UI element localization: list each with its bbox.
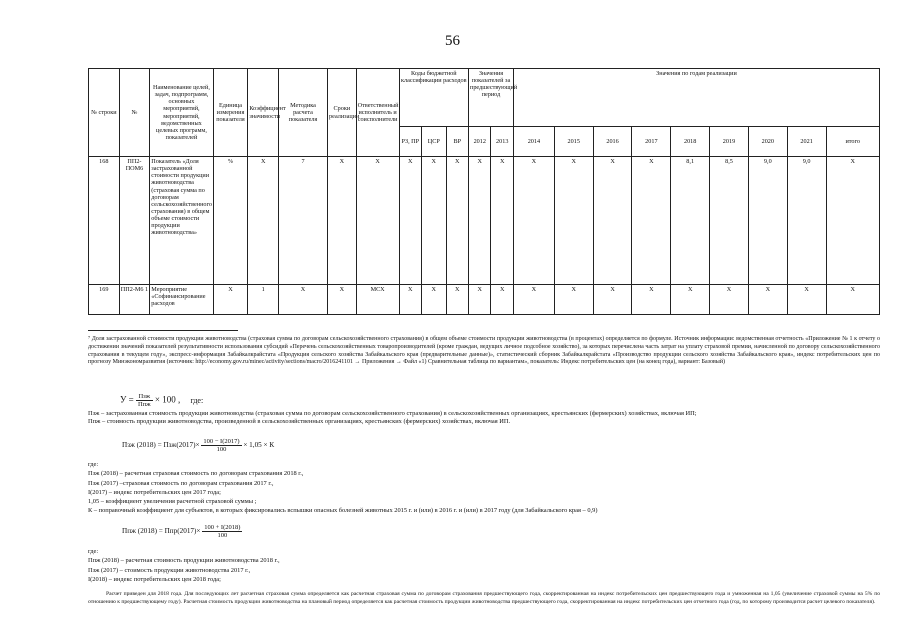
- header-prev: Значения показателей за предшествующий период: [469, 69, 514, 127]
- header-2021: 2021: [787, 127, 826, 157]
- header-2019: 2019: [710, 127, 749, 157]
- cell-2013: Х: [491, 285, 513, 315]
- cell-2019: Х: [710, 285, 749, 315]
- formula-share-denominator: Ппж: [137, 401, 151, 408]
- header-coef: Коэффициент значимости: [248, 69, 279, 157]
- cell-terms: Х: [328, 157, 357, 285]
- cell-2017: Х: [632, 157, 671, 285]
- formula-insured-denominator: 100: [216, 446, 227, 453]
- cell-no: ПП2-М6 1: [119, 285, 150, 315]
- header-2012: 2012: [469, 127, 491, 157]
- header-years: Значения по годам реализации: [513, 69, 879, 127]
- cell-2014: Х: [513, 285, 554, 315]
- cell-resp: Х: [356, 157, 399, 285]
- cell-method: 7: [279, 157, 328, 285]
- definition-line: где:: [88, 548, 99, 555]
- footnote: ⁷ Доля застрахованной стоимости продукции животноводства (страховая сумма по договорам сельскохозяйственного страхования) в общем объеме стоимости продукции животноводства (в процентах) определяется по формуле. Источник информации: ведомственная отчетность «Приложение № 1 к отчету о достижении значений показателей результативности использования субсидий «Перечень сельскохозяйственных товаропроизводителей (кроме граждан, ведущих личное подсобное хозяйство), за которых перечислена часть затрат на уплату страховой премии, начисленной по договору сельскохозяйственного страхования в текущем году», экспресс-информация Забайкалкрайстата «Продукция сельского хозяйства Забайкальского края (предварительные данные)», статистический сборник Забайкалкрайстата «Производство продукции сельского хозяйства Забайкальского края», индекс потребительских цен по прогнозу Минэкономразвития (источник: http://economy.gov.ru/minec/activity/sections/macro/2016241101 → Приложения → Файл «1) Сравнительная таблица по вариантам», показатель: Индекс потребительских цен (на конец года), вариант: Базовый): [88, 336, 880, 366]
- formula-share-where: где:: [190, 395, 204, 405]
- definition-line: I(2017) – индекс потребительских цен 2017 года;: [88, 488, 221, 496]
- page-number: 56: [445, 33, 460, 49]
- program-indicators-table: [88, 68, 880, 315]
- cell-2012: Х: [469, 157, 491, 285]
- definitions-1: [88, 410, 880, 427]
- definitions-3: [88, 547, 880, 584]
- cell-name: Мероприятие «Софинансирование расходов: [150, 285, 213, 315]
- definition-line: где:: [88, 461, 99, 468]
- definition-line: I(2018) – индекс потребительских цен 2018 года;: [88, 575, 221, 583]
- formula-share-rhs: × 100 ,: [154, 394, 181, 405]
- cell-coef: Х: [248, 157, 279, 285]
- formula-production-denominator: 100: [217, 532, 228, 539]
- cell-rz: Х: [399, 285, 421, 315]
- header-vr: ВР: [446, 127, 468, 157]
- cell-2012: Х: [469, 285, 491, 315]
- cell-2021: Х: [787, 285, 826, 315]
- formula-production-lhs: Ппж (2018) = Ппр(2017)×: [122, 527, 201, 536]
- cell-2019: 8,5: [710, 157, 749, 285]
- definition-line: Пзж – застрахованная стоимость продукции животноводства (страховая сумма по договорам сельскохозяйственного страхования) в сельскохозяйственных организациях, крестьянских (фермерских) хозяйствах, включая ИП;: [88, 410, 697, 417]
- header-2020: 2020: [748, 127, 787, 157]
- formula-insured-rhs: × 1,05 × К: [243, 441, 275, 450]
- cell-no: ПП2-ПОМ6: [119, 157, 150, 285]
- cell-unit: %: [213, 157, 248, 285]
- cell-2015: Х: [554, 285, 593, 315]
- cell-method: Х: [279, 285, 328, 315]
- header-csr: ЦСР: [422, 127, 447, 157]
- formula-insured-fraction: [201, 438, 241, 453]
- table-row: [89, 285, 880, 315]
- cell-2016: Х: [593, 157, 632, 285]
- formula-insured-lhs: Пзж (2018) = Пзж(2017)×: [122, 441, 200, 450]
- definition-line: Пзж (2017) – стоимость продукции животноводства 2017 г.,: [88, 566, 251, 574]
- header-method: Методика расчета показателя: [279, 69, 328, 157]
- cell-terms: Х: [328, 285, 357, 315]
- cell-2015: Х: [554, 157, 593, 285]
- header-name: Наименование целей, задач, подпрограмм, основных мероприятий, мероприятий, ведомственных целевых программ, показателей: [150, 69, 213, 157]
- definition-line: 1,05 – коэффициент увеличения расчетной страховой суммы ;: [88, 498, 257, 506]
- cell-total: Х: [826, 285, 879, 315]
- cell-rz: Х: [399, 157, 421, 285]
- formula-production-value: [122, 524, 242, 539]
- cell-row-no: 169: [89, 285, 120, 315]
- formula-share-fraction: [136, 393, 153, 408]
- header-2017: 2017: [632, 127, 671, 157]
- header-2014: 2014: [513, 127, 554, 157]
- formula-insured-numerator: 100 − I(2017): [203, 438, 240, 445]
- header-terms: Сроки реализации: [328, 69, 357, 157]
- cell-vr: Х: [446, 285, 468, 315]
- formula-share-numerator: Пзж: [136, 393, 153, 401]
- header-unit: Единица измерения показателя: [213, 69, 248, 157]
- definition-line: Ппж (2018) – расчетная стоимость продукции животноводства 2018 г.,: [88, 557, 280, 565]
- cell-2018: 8,1: [671, 157, 710, 285]
- cell-2017: Х: [632, 285, 671, 315]
- header-row-no: № строки: [89, 69, 120, 157]
- cell-unit: Х: [213, 285, 248, 315]
- header-no: №: [119, 69, 150, 157]
- header-2015: 2015: [554, 127, 593, 157]
- cell-2014: Х: [513, 157, 554, 285]
- header-2016: 2016: [593, 127, 632, 157]
- cell-2020: Х: [748, 285, 787, 315]
- cell-2018: Х: [671, 285, 710, 315]
- formula-insured-value: [122, 438, 274, 453]
- definition-line: Пзж (2017) –страховая стоимость по договорам страхования 2017 г.,: [88, 479, 274, 487]
- definition-line: Пзж (2018) – расчетная страховая стоимость по договорам страхования 2018 г.,: [88, 470, 304, 478]
- definitions-2: [88, 460, 880, 516]
- cell-2021: 9,0: [787, 157, 826, 285]
- definition-line: К – поправочный коэффициент для субъектов, в которых фиксировались вспышки опасных болезней животных 2015 г. и (или) в 2016 г. и (или) в 2017 году (для Забайкальского края – 0,9): [88, 507, 598, 515]
- cell-total: Х: [826, 157, 879, 285]
- formula-share: [120, 393, 203, 408]
- header-total: итого: [826, 127, 879, 157]
- cell-2016: Х: [593, 285, 632, 315]
- cell-2013: Х: [491, 157, 513, 285]
- formula-production-numerator: 100 + I(2018): [204, 524, 241, 531]
- table-row: [89, 157, 880, 285]
- cell-name: Показатель «Доля застрахованной стоимости продукции животноводства (страховая сумма по договорам сельскохозяйственного страхования) в общем объеме стоимости продукции животноводства»: [150, 157, 213, 285]
- header-resp: Ответственный исполнитель и соисполнители: [356, 69, 399, 157]
- cell-coef: 1: [248, 285, 279, 315]
- footnote-separator: [88, 330, 238, 331]
- cell-resp: МСХ: [356, 285, 399, 315]
- cell-csr: Х: [422, 157, 447, 285]
- cell-csr: Х: [422, 285, 447, 315]
- cell-row-no: 168: [89, 157, 120, 285]
- formula-production-fraction: [202, 524, 242, 539]
- cell-vr: Х: [446, 157, 468, 285]
- formula-share-lhs: У =: [120, 394, 134, 405]
- header-2013: 2013: [491, 127, 513, 157]
- header-rz: РЗ, ПР: [399, 127, 421, 157]
- header-2018: 2018: [671, 127, 710, 157]
- cell-2020: 9,0: [748, 157, 787, 285]
- definition-line: Ппж – стоимость продукции животноводства, произведенной в сельскохозяйственных организациях, крестьянских (фермерских) хозяйствах, включая ИП.: [88, 418, 511, 426]
- final-paragraph: Расчет приведен для 2018 года. Для последующих лет расчетная страховая сумма определяется как расчетная страховая сумма по договорам страхования предшествующего года, скорректированная на индекс потребительских цен предшествующего года и умноженная на 1,05 (увеличение страховой суммы на 5% по отношению к предшествующему году). Расчетная стоимость продукции животноводства на плановый период определяется как расчетная стоимость продукции животноводства предшествующего года, скорректированная на индекс потребительских цен отчетного года (год, по которому производится расчет целевого показателя).: [88, 591, 880, 605]
- header-codes: Коды бюджетной классификации расходов: [399, 69, 468, 127]
